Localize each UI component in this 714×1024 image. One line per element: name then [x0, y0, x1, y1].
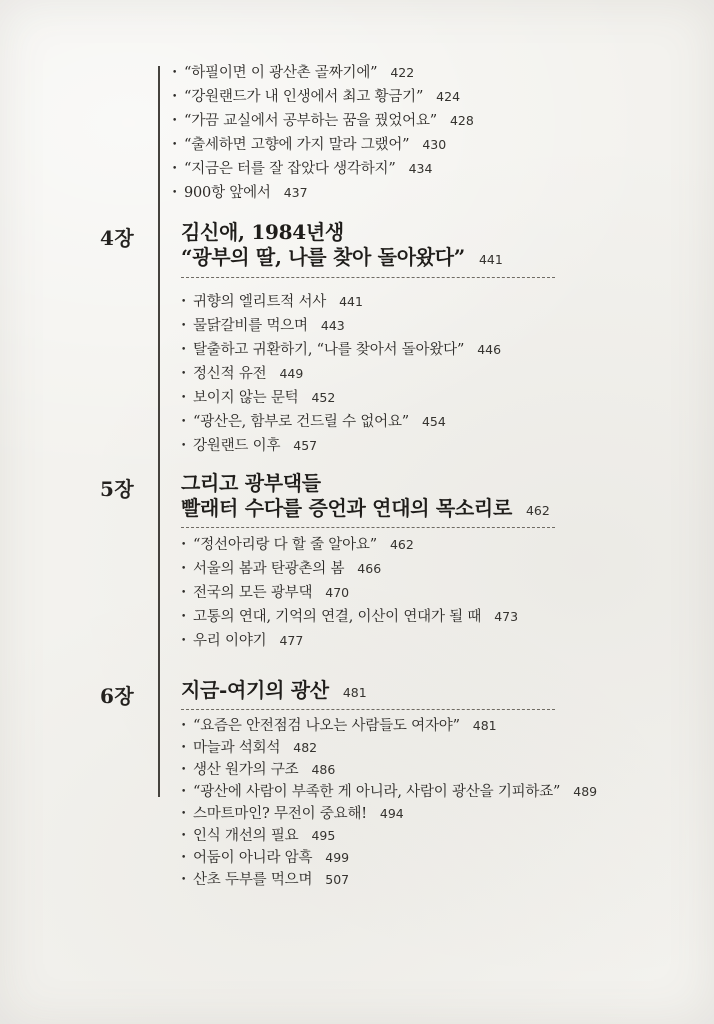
- toc-item: [172, 62, 714, 86]
- toc-item-page: 443: [320, 318, 345, 333]
- toc-item: [181, 435, 714, 459]
- toc-item-page: 494: [379, 806, 404, 821]
- toc-item: [172, 158, 714, 182]
- chapter-body: [181, 678, 714, 892]
- toc-item-label: “가끔 교실에서 공부하는 꿈을 꿨었어요”: [184, 113, 437, 129]
- toc-item: [172, 182, 714, 206]
- toc-item: [181, 760, 714, 782]
- toc-item-label: 생산 원가의 구조: [193, 762, 299, 778]
- toc-item: [181, 534, 714, 558]
- toc-item: [181, 291, 714, 315]
- toc-item: [181, 363, 714, 387]
- toc-item-page: 470: [325, 585, 350, 600]
- toc-item-label: 산초 두부를 먹으며: [193, 872, 313, 888]
- toc-item-label: 마늘과 석회석: [193, 740, 281, 756]
- toc-item: [181, 804, 714, 826]
- chapter-label: 5장: [100, 477, 135, 501]
- bullet-icon: •: [172, 116, 178, 126]
- bullet-icon: •: [181, 636, 187, 646]
- toc-item-page: 430: [422, 137, 447, 152]
- bullet-icon: •: [172, 188, 178, 198]
- toc-item-label: 전국의 모든 광부댁: [193, 585, 313, 601]
- toc-item-page: 422: [390, 65, 415, 80]
- bullet-icon: •: [181, 831, 187, 841]
- toc-item-page: 437: [283, 185, 308, 200]
- chapter-title-page: 462: [525, 503, 550, 518]
- toc-item: [181, 738, 714, 760]
- toc-item-list: [181, 291, 714, 459]
- chapter-title: [181, 471, 714, 523]
- bullet-icon: •: [181, 345, 187, 355]
- bullet-icon: •: [181, 588, 187, 598]
- toc-item-page: 449: [279, 366, 304, 381]
- bullet-icon: •: [181, 564, 187, 574]
- leading-items-block: [172, 62, 714, 206]
- bullet-icon: •: [181, 540, 187, 550]
- toc-item-label: 우리 이야기: [193, 633, 267, 649]
- toc-item-page: 477: [279, 633, 304, 648]
- bullet-icon: •: [181, 369, 187, 379]
- toc-item-label: 고통의 연대, 기억의 연결, 이산이 연대가 될 때: [193, 609, 482, 625]
- toc-item-page: 434: [408, 161, 433, 176]
- toc-item-page: 466: [357, 561, 382, 576]
- bullet-icon: •: [181, 441, 187, 451]
- toc-item-label: 인식 개선의 필요: [193, 828, 299, 844]
- bullet-icon: •: [181, 297, 187, 307]
- toc-item: [181, 582, 714, 606]
- toc-item-label: “요즘은 안전점검 나오는 사람들도 여자야”: [193, 718, 460, 734]
- toc-item: [181, 411, 714, 435]
- toc-item-label: 정신적 유전: [193, 366, 267, 382]
- toc-item-page: 486: [311, 762, 336, 777]
- toc-item: [181, 848, 714, 870]
- chapter-title-page: 481: [342, 685, 367, 700]
- toc-item-label: 스마트마인? 무전이 중요해!: [193, 806, 367, 822]
- bullet-icon: •: [181, 875, 187, 885]
- dashed-separator: [181, 527, 555, 528]
- chapter-title-page: 441: [478, 252, 503, 267]
- toc-item-page: 424: [436, 89, 461, 104]
- chapter-title-line2: “광부의 딸, 나를 찾아 돌아왔다”: [181, 245, 465, 269]
- toc-item-label: “정선아리랑 다 할 줄 알아요”: [193, 537, 377, 553]
- toc-item: [181, 782, 714, 804]
- chapter-section-5: [0, 471, 714, 654]
- toc-item-page: 481: [472, 718, 497, 733]
- toc-item: [181, 826, 714, 848]
- toc-item-label: “하필이면 이 광산촌 골짜기에”: [184, 65, 378, 81]
- toc-item: [181, 630, 714, 654]
- bullet-icon: •: [181, 721, 187, 731]
- toc-item-page: 452: [311, 390, 336, 405]
- toc-item-page: 441: [339, 294, 363, 309]
- toc-item-list: [181, 534, 714, 654]
- toc-item-list: [181, 716, 714, 892]
- chapter-title-line1: 지금-여기의 광산: [181, 678, 329, 702]
- toc-item-label: 귀향의 엘리트적 서사: [193, 294, 327, 310]
- toc-item-label: 강원랜드 이후: [193, 438, 281, 454]
- toc-item: [181, 339, 714, 363]
- toc-item-label: “광산에 사람이 부족한 게 아니라, 사람이 광산을 기피하죠”: [193, 784, 561, 800]
- toc-item-label: 900항 앞에서: [184, 185, 271, 201]
- bullet-icon: •: [181, 743, 187, 753]
- chapter-body: [181, 471, 714, 654]
- toc-item: [172, 110, 714, 134]
- dashed-separator: [181, 709, 555, 710]
- chapter-body: [181, 220, 714, 459]
- toc-item-list: [172, 62, 714, 206]
- bullet-icon: •: [181, 393, 187, 403]
- toc-item-label: 물닭갈비를 먹으며: [193, 318, 308, 334]
- bullet-icon: •: [181, 787, 187, 797]
- toc-item-label: 탈출하고 귀환하기, “나를 찾아서 돌아왔다”: [193, 342, 465, 358]
- bullet-icon: •: [181, 417, 187, 427]
- bullet-icon: •: [181, 765, 187, 775]
- bullet-icon: •: [172, 164, 178, 174]
- toc-item-label: “출세하면 고향에 가지 말라 그랬어”: [184, 137, 410, 153]
- bullet-icon: •: [181, 612, 187, 622]
- toc-item-page: 507: [325, 872, 350, 887]
- toc-item: [181, 716, 714, 738]
- bullet-icon: •: [181, 809, 187, 819]
- toc-item: [181, 870, 714, 892]
- toc-item-page: 446: [477, 342, 502, 357]
- toc-item-page: 428: [449, 113, 474, 128]
- chapter-title-line1: 그리고 광부댁들: [181, 471, 321, 495]
- bullet-icon: •: [172, 140, 178, 150]
- toc-item-label: 서울의 봄과 탄광촌의 봄: [193, 561, 345, 577]
- chapter-title: [181, 678, 714, 705]
- chapter-section-4: [0, 220, 714, 459]
- toc-item-label: “광산은, 함부로 건드릴 수 없어요”: [193, 414, 409, 430]
- toc-item: [172, 134, 714, 158]
- toc-item-page: 482: [293, 740, 318, 755]
- chapter-title-line2: 빨래터 수다를 증언과 연대의 목소리로: [181, 496, 512, 520]
- chapter-label: 4장: [100, 226, 135, 250]
- bullet-icon: •: [172, 92, 178, 102]
- toc-item-label: 보이지 않는 문턱: [193, 390, 299, 406]
- toc-item: [181, 315, 714, 339]
- toc-item-page: 454: [421, 414, 446, 429]
- toc-item-label: “지금은 터를 잘 잡았다 생각하지”: [184, 161, 396, 177]
- toc-item-label: “강원랜드가 내 인생에서 최고 황금기”: [184, 89, 424, 105]
- toc-item: [181, 606, 714, 630]
- toc-item: [172, 86, 714, 110]
- chapter-title: [181, 220, 714, 272]
- toc-item-page: 457: [293, 438, 318, 453]
- chapter-title-line1: 김신애, 1984년생: [181, 220, 344, 244]
- toc-item-page: 495: [311, 828, 336, 843]
- toc-item-page: 489: [573, 784, 598, 799]
- bullet-icon: •: [172, 68, 178, 78]
- toc-item: [181, 558, 714, 582]
- dashed-separator: [181, 277, 555, 278]
- bullet-icon: •: [181, 853, 187, 863]
- bullet-icon: •: [181, 321, 187, 331]
- toc-item-page: 473: [494, 609, 519, 624]
- toc-item-label: 어둠이 아니라 암흑: [193, 850, 313, 866]
- toc-item: [181, 387, 714, 411]
- chapter-label: 6장: [100, 684, 135, 708]
- toc-item-page: 499: [325, 850, 350, 865]
- toc-item-page: 462: [389, 537, 414, 552]
- chapter-section-6: [0, 678, 714, 892]
